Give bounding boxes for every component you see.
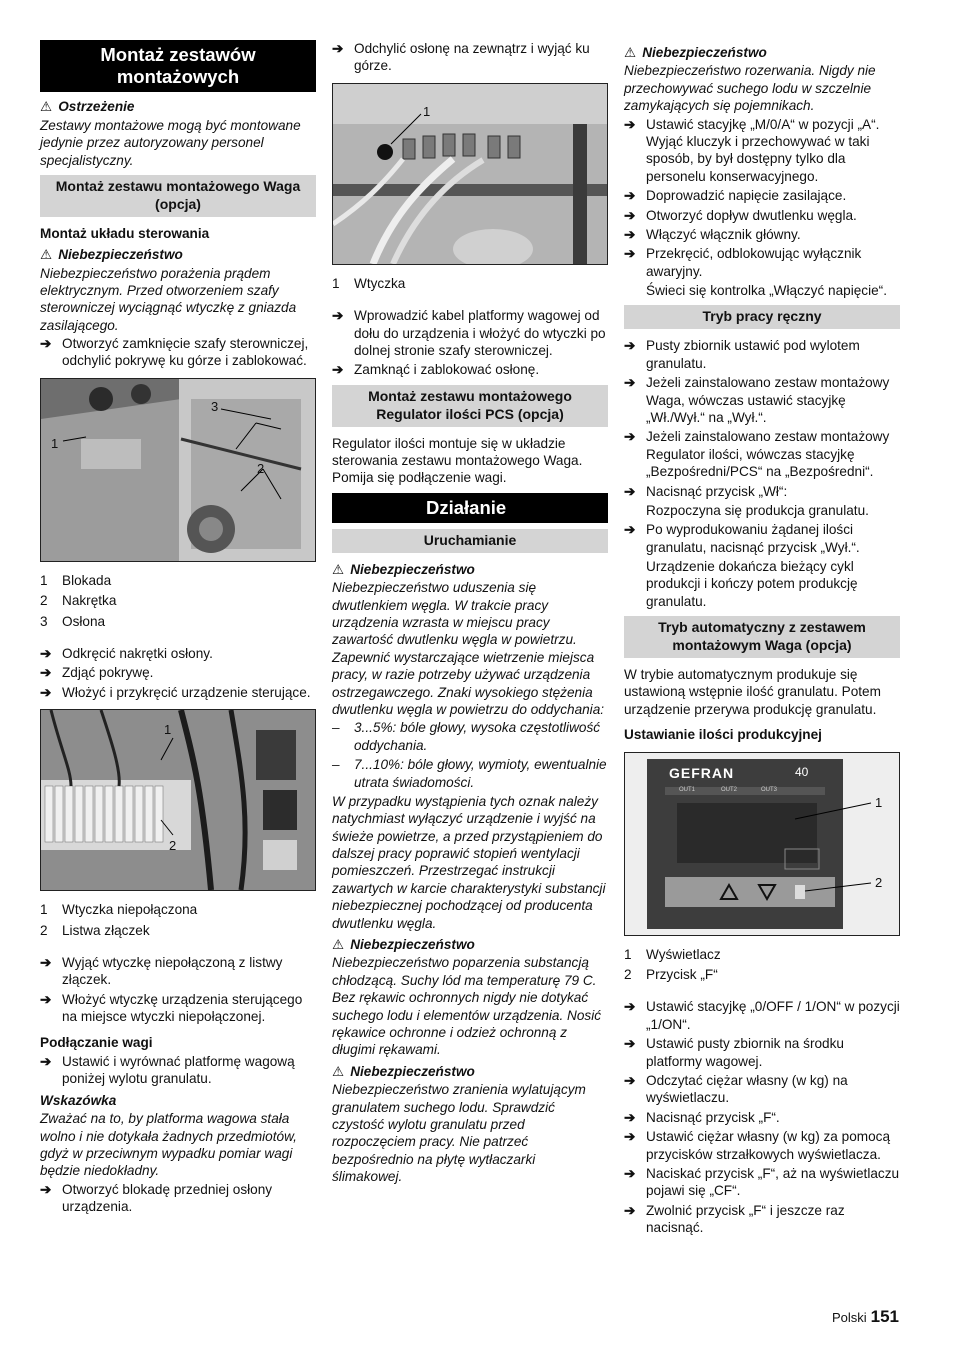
legend-item: 1 Blokada: [40, 572, 112, 588]
column-2: [332, 40, 608, 1186]
danger-text: Niebezpieczeństwo rozerwania. Nigdy nie przechowywać suchego lodu w szczelnie zamykających się pojemnikach.: [624, 63, 876, 114]
warning-triangle-icon: ⚠: [332, 937, 345, 953]
instruction-step: ➔ Ustawić ciężar własny (w kg) za pomocą przycisków strzałkowych wyświetlacza.: [624, 1129, 891, 1162]
legend-item: 1 Wyświetlacz: [624, 946, 721, 962]
arrow-icon: ➔: [624, 375, 636, 391]
controller-brand: GEFRAN: [669, 764, 735, 781]
warning-heading: ⚠ Ostrzeżenie: [40, 99, 135, 115]
instruction-step: ➔ Włożyć i przykręcić urządzenie sterujące.: [40, 684, 311, 700]
instruction-step: ➔ Ustawić pusty zbiornik na środku platformy wagowej.: [624, 1036, 844, 1069]
danger-text: Niebezpieczeństwo poparzenia substancją chłodzącą. Suchy lód ma temperaturę 79 C. Bez rękawic ochronnych nigdy nie dotykać suchego lodu i elementów urządzenia. Nosić rękawice ochronne i odzież ochronną z długimi rękawami.: [332, 955, 602, 1058]
instruction-step: ➔ Włożyć wtyczkę urządzenia sterującego na miejsce wtyczki niepołączonej.: [40, 991, 303, 1025]
instruction-step: ➔ Nacisnąć przycisk „Wł“:: [624, 483, 788, 499]
danger-text: Niebezpieczeństwo uduszenia się dwutlenkiem węgla. W trakcie pracy urządzenia wzrasta w miejscu pracy zawartość dwutlenku węgla w powietrzu. Zapewnić wystarczające wietrzenie miejsca pracy, w razie potrzeby używać urządzenia ostrzegawczego. Znaki wysokiego stężenia dwutlenku węgla w powietrzu do oddychania:: [332, 580, 605, 717]
figure-label: 1: [875, 794, 883, 810]
figure-label: 3: [211, 398, 219, 414]
instruction-step: ➔ Jeżeli zainstalowano zestaw montażowy Regulator ilości, wówczas stacyjkę „Bezpośredni/PCS“ na „Bezpośredni“.: [624, 429, 890, 480]
column-1: [40, 40, 316, 1217]
warning-triangle-icon: ⚠: [624, 45, 637, 60]
legend-item: 2 Listwa złączek: [40, 922, 150, 938]
arrow-icon: ➔: [624, 429, 636, 445]
body-text: Regulator ilości montuje się w układzie sterowania zestawu montażowego Waga. Pomija się podłączenie wagi.: [332, 435, 583, 486]
photo-plug: [332, 83, 608, 265]
figure-label: 2: [257, 460, 265, 476]
photo-terminal-strip: [40, 709, 316, 891]
column-3: [624, 40, 900, 1238]
page-footer: [832, 1306, 899, 1328]
step-result: Urządzenie dokańcza bieżący cykl produkcji i kończy potem produkcję granulatu.: [646, 559, 858, 609]
arrow-icon: ➔: [624, 1072, 636, 1088]
section-title-dzialanie: Działanie: [332, 493, 608, 523]
instruction-step: ➔ Otworzyć dopływ dwutlenku węgla.: [624, 207, 857, 223]
danger-heading: ⚠ Niebezpieczeństwo: [332, 937, 475, 953]
instruction-step: ➔ Jeżeli zainstalowano zestaw montażowy Waga, wówczas ustawić stacyjkę „Wł./Wył.“ na „Wył.“.: [624, 375, 890, 425]
arrow-icon: ➔: [40, 991, 52, 1007]
instruction-step: ➔ Naciskać przycisk „F“, aż na wyświetlaczu pojawi się „CF“.: [624, 1165, 900, 1199]
instruction-step: ➔ Ustawić stacyjkę „M/0/A“ w pozycji „A“. Wyjąć kluczyk i przechowywać w taki sposób, by był dostępny tylko dla personelu konserwacyjnego.: [624, 116, 880, 184]
legend-item: 3 Osłona: [40, 613, 106, 629]
instruction-step: ➔ Otworzyć blokadę przedniej osłony urządzenia.: [40, 1181, 273, 1215]
heading-podlaczanie-wagi: Podłączanie wagi: [40, 1034, 153, 1050]
instruction-step: ➔ Ustawić i wyrównać platformę wagową poniżej wylotu granulatu.: [40, 1053, 295, 1087]
step-result: Świeci się kontrolka „Włączyć napięcie“.: [646, 283, 887, 299]
subsection-title-uruchamianie: Uruchamianie: [332, 529, 608, 553]
heading-ilosc-produkcyjna: Ustawianie ilości produkcyjnej: [624, 727, 822, 743]
arrow-icon: ➔: [40, 684, 52, 700]
arrow-icon: ➔: [40, 336, 52, 352]
note-text: Zważać na to, by platforma wagowa stała wolno i nie dotykała żadnych przedmiotów, gdyż w przeciwnym wypadku pomiar wagi będzie niedokładny.: [40, 1111, 297, 1179]
subsection-title-auto: Tryb automatyczny z zestawem montażowym Waga (opcja): [624, 616, 900, 658]
arrow-icon: ➔: [624, 1036, 636, 1052]
section-title-montaz: Montaż zestawów montażowych: [40, 40, 316, 92]
led-label: OUT1: [679, 786, 696, 793]
arrow-icon: ➔: [624, 188, 636, 204]
danger-text: Niebezpieczeństwo zranienia wylatującym granulatem suchego lodu. Sprawdzić czystość wylotu granulatu przed rozpoczęciem pracy. Nie patrzeć bezpośrednio na płytę wytłaczarki ślimakowej.: [332, 1082, 586, 1185]
photo-cabinet-open: [40, 378, 316, 562]
danger-heading: ⚠ Niebezpieczeństwo: [332, 561, 475, 577]
arrow-icon: ➔: [624, 483, 636, 499]
instruction-step: ➔ Otworzyć zamknięcie szafy sterowniczej, odchylić pokrywę ku górze i zablokować.: [40, 336, 309, 369]
instruction-step: ➔ Zamknąć i zablokować osłonę.: [332, 362, 540, 378]
danger-text: W przypadku wystąpienia tych oznak należy natychmiast wyłączyć urządzenie i wyjść na świeże powietrze, a przed przystąpieniem do dalszej pracy poprawić stopień wentylacji pomieszczeń. Przestrzegać instrukcji zawartych w karcie charakterystyki substancji niebezpiecznej pochodzącej od producenta dwutlenku węgla.: [332, 793, 606, 931]
step-result: Rozpoczyna się produkcja granulatu.: [646, 502, 869, 518]
arrow-icon: ➔: [40, 955, 52, 970]
page-number: 151: [870, 1307, 899, 1326]
instruction-step: ➔ Odkręcić nakrętki osłony.: [40, 646, 213, 662]
figure-label: 1: [51, 435, 59, 451]
arrow-icon: ➔: [624, 1129, 636, 1145]
instruction-step: ➔ Doprowadzić napięcie zasilające.: [624, 188, 847, 204]
danger-heading: ⚠ Niebezpieczeństwo: [332, 1063, 475, 1079]
danger-heading: ⚠ Niebezpieczeństwo: [40, 247, 183, 263]
figure-label: 1: [423, 103, 431, 119]
warning-triangle-icon: ⚠: [40, 99, 53, 115]
arrow-icon: ➔: [624, 226, 636, 242]
subsection-title-reczny: Tryb pracy ręczny: [624, 305, 900, 329]
footer-language: Polski: [831, 1310, 867, 1325]
arrow-icon: ➔: [40, 1181, 52, 1197]
arrow-icon: ➔: [624, 522, 636, 538]
subsection-title-pcs: Montaż zestawu montażowego Regulator ilości PCS (opcja): [332, 385, 608, 427]
warning-text: Zestawy montażowe mogą być montowane jedynie przez autoryzowany personel specjalistyczny.: [40, 117, 301, 168]
legend-item: 1 Wtyczka niepołączona: [40, 902, 198, 918]
heading-uklad-sterowania: Montaż układu sterowania: [40, 225, 210, 241]
instruction-step: ➔ Nacisnąć przycisk „F“.: [624, 1109, 780, 1125]
arrow-icon: ➔: [40, 646, 52, 662]
arrow-icon: ➔: [332, 41, 344, 56]
danger-text: Niebezpieczeństwo porażenia prądem elektrycznym. Przed otworzeniem szafy sterowniczej wyciągnąć wtyczkę z gniazda zasilającego.: [40, 265, 297, 333]
note-heading: Wskazówka: [40, 1092, 117, 1108]
arrow-icon: ➔: [624, 999, 636, 1015]
arrow-icon: ➔: [624, 246, 636, 262]
legend-item: 1 Wtyczka: [332, 275, 406, 291]
instruction-step: ➔ Zdjąć pokrywę.: [40, 665, 154, 681]
warning-triangle-icon: ⚠: [40, 247, 53, 263]
instruction-step: ➔ Zwolnić przycisk „F“ i jeszcze raz nacisnąć.: [624, 1202, 845, 1236]
instruction-step: ➔ Pusty zbiornik ustawić pod wylotem granulatu.: [624, 338, 860, 371]
legend-item: 2 Przycisk „F“: [624, 967, 718, 982]
arrow-icon: ➔: [624, 1202, 636, 1218]
arrow-icon: ➔: [624, 1109, 636, 1125]
arrow-icon: ➔: [332, 362, 344, 378]
danger-heading: ⚠ Niebezpieczeństwo: [624, 45, 767, 60]
photo-gefran-controller: [624, 752, 900, 936]
instruction-step: ➔ Wprowadzić kabel platformy wagowej od dołu do urządzenia i włożyć do wtyczki po dolnej stronie szafy sterowniczej.: [332, 308, 606, 358]
instruction-step: ➔ Przekręcić, odblokowując wyłącznik awaryjny.: [624, 246, 862, 279]
figure-label: 2: [875, 874, 883, 890]
subsection-title-waga: Montaż zestawu montażowego Waga (opcja): [40, 175, 316, 217]
figure-label: 1: [164, 722, 172, 738]
instruction-step: ➔ Odchylić osłonę na zewnątrz i wyjąć ku górze.: [332, 41, 590, 74]
instruction-step: ➔ Włączyć włącznik główny.: [624, 226, 801, 242]
arrow-icon: ➔: [332, 308, 344, 324]
arrow-icon: ➔: [624, 116, 636, 132]
legend-item: 2 Nakrętka: [40, 593, 117, 609]
figure-label: 2: [169, 838, 177, 854]
arrow-icon: ➔: [40, 665, 52, 681]
instruction-step: ➔ Wyjąć wtyczkę niepołączoną z listwy złączek.: [40, 955, 283, 988]
warning-triangle-icon: ⚠: [332, 561, 345, 577]
arrow-icon: ➔: [624, 1165, 636, 1181]
controller-model: 40: [795, 764, 809, 779]
instruction-step: ➔ Ustawić stacyjkę „0/OFF / 1/ON“ w pozycji „1/ON“.: [624, 999, 900, 1032]
body-text: W trybie automatycznym produkuje się ustawioną wstępnie ilość granulatu. Potem urządzenie przerywa produkcję granulatu.: [624, 667, 881, 717]
list-item: – 3...5%: bóle głowy, wysoka częstotliwość oddychania.: [332, 720, 601, 753]
arrow-icon: ➔: [40, 1053, 52, 1069]
list-item: – 7...10%: bóle głowy, wymioty, ewentualnie utrata świadomości.: [332, 757, 607, 790]
instruction-step: ➔ Po wyprodukowaniu żądanej ilości granulatu, nacisnąć przycisk „Wył.“.: [624, 522, 860, 555]
led-label: OUT3: [761, 786, 778, 793]
led-label: OUT2: [721, 786, 738, 793]
warning-triangle-icon: ⚠: [332, 1063, 345, 1079]
instruction-step: ➔ Odczytać ciężar własny (w kg) na wyświetlaczu.: [624, 1072, 848, 1106]
arrow-icon: ➔: [624, 338, 636, 354]
arrow-icon: ➔: [624, 207, 636, 223]
